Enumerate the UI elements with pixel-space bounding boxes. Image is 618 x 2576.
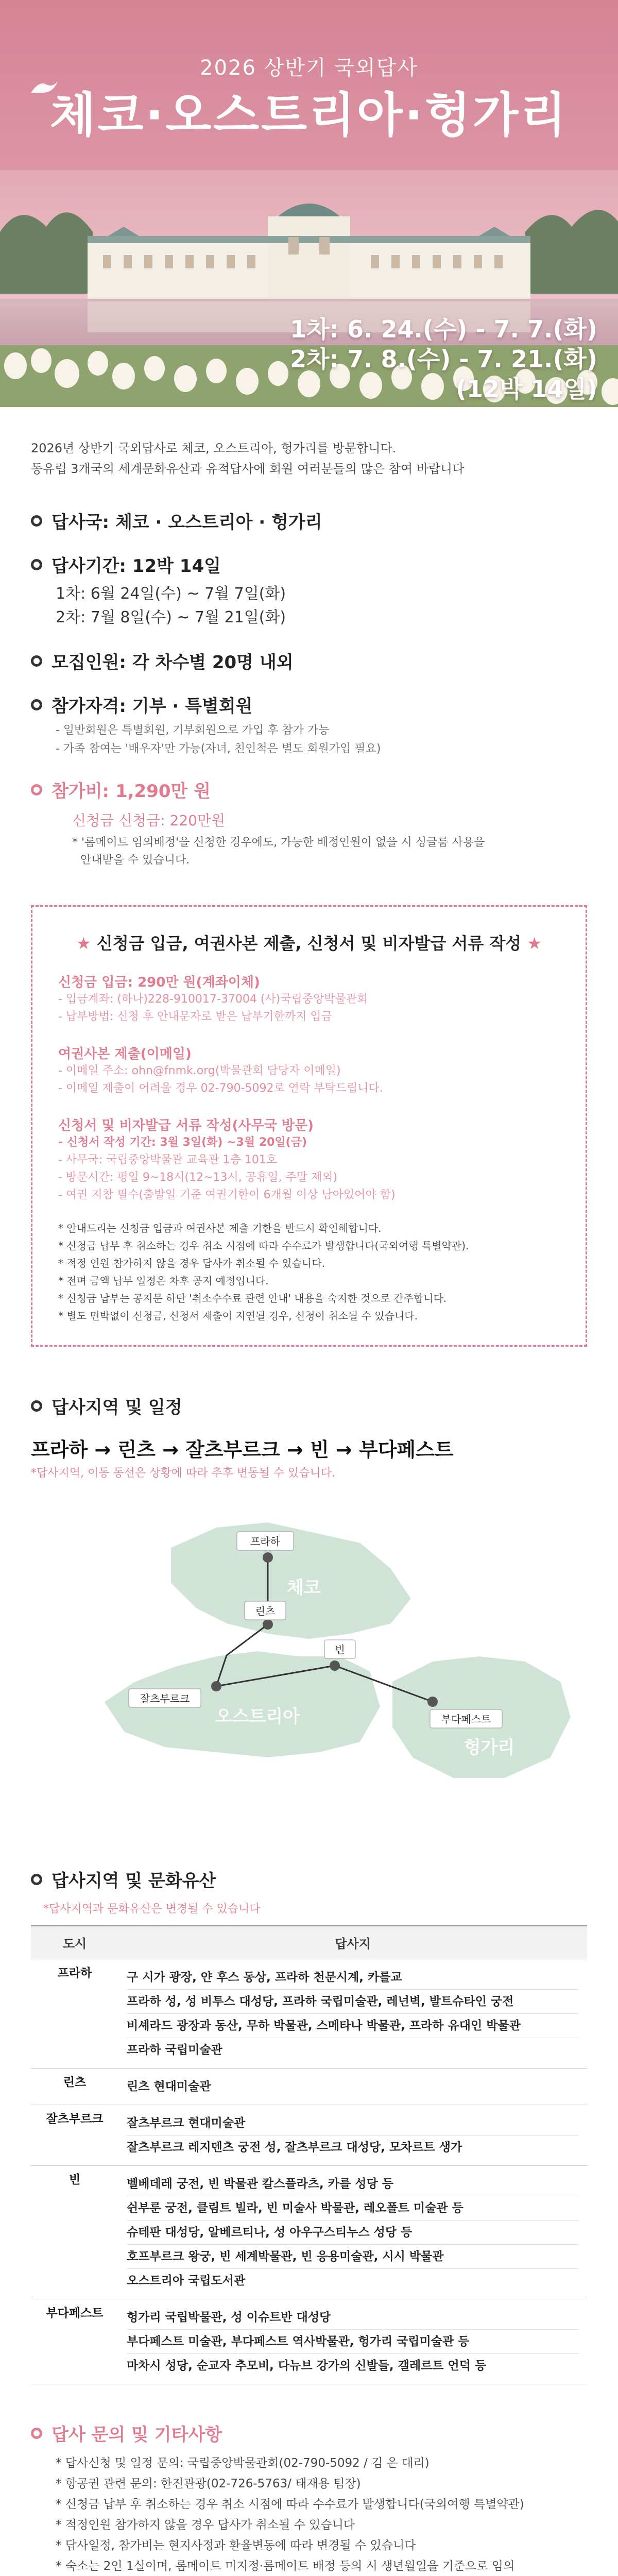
table-row (31, 1959, 587, 2069)
deposit-block: 신청금 입금: 290만 원(계좌이체) - 입금계좌: (하나)228-910017-37004 (사)국립중앙박물관회 - 납부방법: 신청 후 안내문자로 받은 납부기한까지 입금 (58, 975, 368, 1023)
praha-marker-icon (263, 1552, 273, 1563)
city-cell: 잘츠부르크 (31, 2105, 118, 2166)
hungary-label: 헝가리 (464, 1737, 515, 1758)
czech-label: 체코 (287, 1578, 321, 1598)
route-section (0, 1393, 618, 1418)
table-row (31, 2299, 587, 2384)
qualification-lines: - 일반회원은 특별회원, 기부회원으로 가입 후 참가 가능 - 가족 참여는 '배우자'만 가능(자녀, 친인척은 별도 회원가입 필요) (56, 724, 381, 755)
sites-cell: 구 시가 광장, 얀 후스 동상, 프라하 천문시계, 카를교 프라하 성, 성 비투스 대성당, 프라하 국립미술관, 레넌벽, 발트슈타인 궁전 비셰라드 광장과 동산, 무하 박물관, 스메타나 박물관, 프라하 유대인 박물관 프라하 국립미술관 (118, 1959, 587, 2069)
fee-note: * '롬메이트 임의배정'을 신청한 경우에도, 가능한 배정인원이 없을 시 싱글룸 사용을 안내받을 수 있습니다. (72, 836, 485, 867)
heritage-heading: 답사지역 및 문화유산 (31, 1867, 587, 1892)
sites-cell: 헝가리 국립박물관, 성 이슈트반 대성당 부다페스트 미술관, 부다페스트 역사박물관, 헝가리 국립미술관 등 마차시 성당, 순교자 추모비, 다뉴브 강가의 신발들, 갤레르트 언덕 등 (118, 2299, 587, 2384)
capacity-heading: 모집인원: 각 차수별 20명 내외 (31, 648, 587, 673)
route-map (0, 1485, 618, 1856)
contact-section (0, 2420, 618, 2446)
procedure-notes: * 안내드리는 신청금 입금과 여권사본 제출 기한을 반드시 확인해합니다. * 신청금 납부 후 취소하는 경우 취소 시점에 따라 수수료가 발생합니다(국외여행 특별약관). * 적정 인원 참가하지 않을 경우 답사가 취소될 수 있습니다. * 전며 금액 납부 일정은 차후 공지 예정입니다. * 신청금 납부는 공지문 하단 '취소수수료 관련 안내' 내용을 숙지한 것으로 간주합니다. * 별도 면박없이 신청금, 신청서 제출이 지연될 경우, 신청이 취소될 수 있습니다. (58, 1222, 469, 1322)
application-procedure-box (31, 905, 587, 1347)
city-cell: 린츠 (31, 2069, 118, 2105)
city-cell: 프라하 (31, 1959, 118, 2069)
fee-deposit: 신청금 신청금: 220만원 (72, 812, 226, 829)
star-icon: ★ (76, 934, 91, 953)
circle-bullet-icon (31, 515, 42, 527)
sites-cell: 벨베데레 궁전, 빈 박물관 칼스플라츠, 카를 성당 등 쉰부룬 궁전, 클림트 빌라, 빈 미술사 박물관, 레오폴트 미술관 등 슈테판 대성당, 알베르티나, 성 아우구스티누스 성당 등 호프부르크 왕궁, 빈 세계박물관, 빈 응용미술관, 시시 박물관 오스트리아 국립도서관 (118, 2166, 587, 2299)
city-cell: 빈 (31, 2166, 118, 2299)
circle-bullet-icon (31, 1874, 42, 1885)
heritage-table-wrap (31, 1900, 587, 2384)
route-heading: 답사지역 및 일정 (31, 1393, 587, 1418)
qualification-heading: 참가자격: 기부 · 특별회원 (31, 692, 587, 717)
visa-block: 신청서 및 비자발급 서류 작성(사무국 방문) - 신청서 작성 기간: 3월 3일(화) ~3월 20일(금) - 사무국: 국립중앙박물관 교육관 1층 101호 - 방문시간: 평일 9~18시(12~13시, 공휴일, 주말 제외) - 여권 지참 필수(출발일 기준 여권기한이 6개월 이상 남아있어야 함) (58, 1118, 396, 1201)
fee-heading: 참가비: 1,290만 원 (31, 777, 587, 802)
destination-heading: 답사국: 체코 · 오스트리아 · 헝가리 (31, 508, 587, 533)
table-header-row (31, 1926, 587, 1959)
info-section (0, 508, 618, 869)
intro-line: 동유럽 3개국의 세계문화유산과 유적답사에 회원 여러분들의 많은 참여 바랍니다 (31, 462, 465, 476)
hero-date-duration: (12박 14일) (456, 375, 597, 403)
hero-date-1: 1차: 6. 24.(수) - 7. 7.(화) (290, 315, 597, 343)
contact-heading: 답사 문의 및 기타사항 (31, 2420, 587, 2446)
heritage-section (0, 1867, 618, 1892)
linz-marker-icon (263, 1619, 273, 1630)
table-row (31, 2166, 587, 2299)
praha-label: 프라하 (250, 1535, 280, 1548)
region-map (0, 1485, 618, 1856)
salzburg-marker-icon (211, 1681, 221, 1691)
circle-bullet-icon (31, 699, 42, 710)
period-heading: 답사기간: 12박 14일 (31, 552, 587, 577)
intro-text (0, 407, 618, 489)
linz-label: 린츠 (255, 1605, 276, 1617)
hero-date-2: 2차: 7. 8.(수) - 7. 21.(화) (290, 345, 597, 373)
table-row (31, 2105, 587, 2166)
heritage-table (31, 1925, 587, 2384)
salzburg-label: 잘츠부르크 (140, 1692, 190, 1705)
hero-banner (0, 0, 618, 407)
hero-title: 체코·오스트리아·헝가리 (49, 88, 569, 143)
star-icon: ★ (527, 934, 542, 953)
column-header-sites: 답사지 (118, 1926, 587, 1959)
contact-lines: * 답사신청 및 일정 문의: 국립중앙박물관회(02-790-5092 / 김 은 대리) * 항공권 관련 문의: 한진관광(02-726-5763/ 태재용 팀장) * 신청금 납부 후 취소하는 경우 취소 시점에 따라 수수료가 발생합니다(국외여행 특별약관) * 적정인원 참가하지 않을 경우 답사가 취소될 수 있습니다 * 답사일정, 참가비는 현지사정과 환율변동에 따라 변경될 수 있습니다 * 숙소는 2인 1실이며, 롬메이트 미지정·롬메이트 배정 등의 시 생년월일을 기준으로 임의 (56, 2456, 524, 2573)
period-lines: 1차: 6월 24일(수) ~ 7월 7일(화) 2차: 7월 8일(수) ~ 7월 21일(화) (56, 585, 286, 626)
city-cell: 부다페스트 (31, 2299, 118, 2384)
hero-dates (290, 314, 597, 404)
circle-bullet-icon (31, 2428, 42, 2439)
heritage-note: *답사지역과 문화유산은 변경될 수 있습니다 (43, 1903, 261, 1916)
hero-subtitle: 2026 상반기 국외답사 (200, 56, 418, 80)
sites-cell: 잘츠부르크 현대미술관 잘츠부르크 레지덴츠 궁전 성, 잘츠부르크 대성당, 모차르트 생가 (118, 2105, 587, 2166)
wien-label: 빈 (335, 1643, 345, 1656)
circle-bullet-icon (31, 784, 42, 795)
budapest-marker-icon (427, 1697, 438, 1707)
circle-bullet-icon (31, 1400, 42, 1412)
route-note: *답사지역, 이동 동선은 상황에 따라 추후 변동될 수 있습니다. (31, 1467, 335, 1480)
procedure-title: ★ 신청금 입금, 여권사본 제출, 신청서 및 비자발급 서류 작성 ★ (76, 934, 542, 953)
route-line: 프라하 → 린츠 → 잘츠부르크 → 빈 → 부다페스트 (31, 1438, 454, 1461)
austria-label: 오스트리아 (215, 1706, 300, 1727)
circle-bullet-icon (31, 655, 42, 667)
passport-block: 여권사본 제출(이메일) - 이메일 주소: ohn@fnmk.org(박물관회 담당자 이메일) - 이메일 제출이 어려울 경우 02-790-5092로 연락 부탁드립니다. (58, 1046, 383, 1095)
column-header-city: 도시 (31, 1926, 118, 1959)
wien-marker-icon (330, 1660, 340, 1671)
intro-line: 2026년 상반기 국외답사로 체코, 오스트리아, 헝가리를 방문합니다. (31, 441, 397, 455)
circle-bullet-icon (31, 559, 42, 570)
budapest-label: 부다페스트 (441, 1713, 491, 1725)
table-row (31, 2069, 587, 2105)
sites-cell: 린츠 현대미술관 (118, 2069, 587, 2105)
